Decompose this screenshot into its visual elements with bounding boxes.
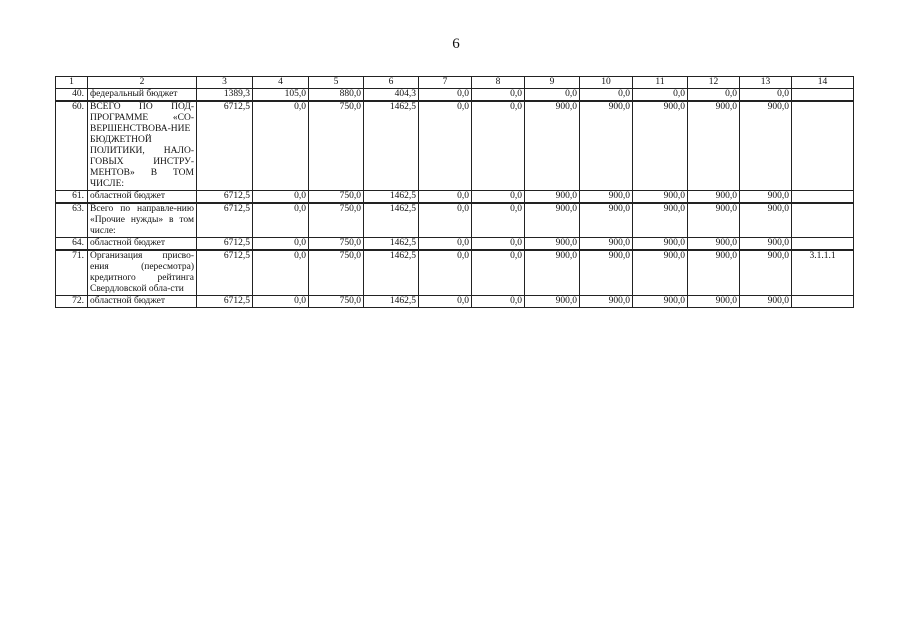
- value-cell: 900,0: [633, 203, 688, 238]
- value-cell: 6712,5: [197, 296, 253, 308]
- row-index: 61.: [56, 191, 88, 204]
- value-cell: 0,0: [253, 250, 309, 296]
- value-cell: 0,0: [472, 238, 525, 251]
- value-cell: 1462,5: [364, 238, 419, 251]
- value-cell: 750,0: [309, 191, 364, 204]
- value-cell: 750,0: [309, 296, 364, 308]
- table-row: [56, 238, 854, 251]
- row-code: [792, 101, 854, 191]
- value-cell: 0,0: [472, 250, 525, 296]
- row-index: 63.: [56, 203, 88, 238]
- value-cell: 0,0: [419, 191, 472, 204]
- table-row: [56, 191, 854, 204]
- row-name: Организация присво-ения (пересмотра) кредитного рейтинга Свердловской обла-сти: [88, 250, 197, 296]
- row-code: [792, 203, 854, 238]
- value-cell: 900,0: [740, 250, 792, 296]
- row-index: 64.: [56, 238, 88, 251]
- value-cell: 900,0: [580, 191, 633, 204]
- value-cell: 0,0: [525, 89, 580, 102]
- value-cell: 6712,5: [197, 238, 253, 251]
- value-cell: 900,0: [688, 203, 740, 238]
- row-code: [792, 296, 854, 308]
- page-number: 6: [452, 36, 460, 52]
- value-cell: 0,0: [253, 238, 309, 251]
- value-cell: 750,0: [309, 250, 364, 296]
- value-cell: 750,0: [309, 101, 364, 191]
- value-cell: 900,0: [688, 250, 740, 296]
- value-cell: 6712,5: [197, 191, 253, 204]
- value-cell: 6712,5: [197, 250, 253, 296]
- row-name: федеральный бюджет: [88, 89, 197, 102]
- value-cell: 0,0: [419, 250, 472, 296]
- row-index: 72.: [56, 296, 88, 308]
- value-cell: 0,0: [472, 191, 525, 204]
- table-row: [56, 203, 854, 238]
- value-cell: 900,0: [580, 203, 633, 238]
- row-code: [792, 238, 854, 251]
- value-cell: 900,0: [740, 101, 792, 191]
- value-cell: 880,0: [309, 89, 364, 102]
- value-cell: 900,0: [740, 191, 792, 204]
- value-cell: 0,0: [419, 89, 472, 102]
- value-cell: 1389,3: [197, 89, 253, 102]
- column-header: 13: [740, 77, 792, 89]
- table-row: [56, 250, 854, 296]
- value-cell: 1462,5: [364, 203, 419, 238]
- value-cell: 1462,5: [364, 250, 419, 296]
- value-cell: 900,0: [580, 238, 633, 251]
- value-cell: 900,0: [740, 238, 792, 251]
- value-cell: 0,0: [472, 89, 525, 102]
- row-code: [792, 191, 854, 204]
- value-cell: 0,0: [688, 89, 740, 102]
- column-header: 2: [88, 77, 197, 89]
- value-cell: 6712,5: [197, 101, 253, 191]
- column-header: 5: [309, 77, 364, 89]
- value-cell: 750,0: [309, 238, 364, 251]
- value-cell: 6712,5: [197, 203, 253, 238]
- column-header: 4: [253, 77, 309, 89]
- value-cell: 900,0: [580, 250, 633, 296]
- column-header: 12: [688, 77, 740, 89]
- value-cell: 404,3: [364, 89, 419, 102]
- value-cell: 900,0: [633, 238, 688, 251]
- column-header: 9: [525, 77, 580, 89]
- value-cell: 900,0: [633, 296, 688, 308]
- row-name: Всего по направле-нию «Прочие нужды» в том числе:: [88, 203, 197, 238]
- value-cell: 900,0: [740, 203, 792, 238]
- row-name: областной бюджет: [88, 296, 197, 308]
- value-cell: 0,0: [253, 101, 309, 191]
- value-cell: 900,0: [580, 296, 633, 308]
- value-cell: 0,0: [253, 203, 309, 238]
- table-row: [56, 296, 854, 308]
- value-cell: 0,0: [472, 203, 525, 238]
- row-name: ВСЕГО ПО ПОД-ПРОГРАММЕ «СО-ВЕРШЕНСТВОВА-НИЕ БЮДЖЕТНОЙ ПОЛИТИКИ, НАЛО-ГОВЫХ ИНСТРУ-МЕНТОВ» В ТОМ ЧИСЛЕ:: [88, 101, 197, 191]
- value-cell: 0,0: [580, 89, 633, 102]
- column-header: 1: [56, 77, 88, 89]
- value-cell: 900,0: [525, 238, 580, 251]
- value-cell: 0,0: [472, 101, 525, 191]
- column-header: 10: [580, 77, 633, 89]
- value-cell: 1462,5: [364, 296, 419, 308]
- value-cell: 0,0: [633, 89, 688, 102]
- column-header: 14: [792, 77, 854, 89]
- value-cell: 900,0: [580, 101, 633, 191]
- value-cell: 0,0: [419, 203, 472, 238]
- value-cell: 1462,5: [364, 191, 419, 204]
- table-row: [56, 101, 854, 191]
- value-cell: 900,0: [688, 101, 740, 191]
- column-header: 6: [364, 77, 419, 89]
- row-code: [792, 89, 854, 102]
- value-cell: 0,0: [419, 101, 472, 191]
- column-header: 11: [633, 77, 688, 89]
- value-cell: 900,0: [525, 296, 580, 308]
- budget-table: [55, 76, 854, 308]
- value-cell: 900,0: [525, 250, 580, 296]
- value-cell: 900,0: [740, 296, 792, 308]
- column-header: 8: [472, 77, 525, 89]
- value-cell: 750,0: [309, 203, 364, 238]
- value-cell: 900,0: [688, 296, 740, 308]
- value-cell: 900,0: [525, 203, 580, 238]
- value-cell: 105,0: [253, 89, 309, 102]
- row-index: 60.: [56, 101, 88, 191]
- value-cell: 900,0: [633, 250, 688, 296]
- value-cell: 0,0: [472, 296, 525, 308]
- row-index: 71.: [56, 250, 88, 296]
- row-code: 3.1.1.1: [792, 250, 854, 296]
- value-cell: 900,0: [633, 191, 688, 204]
- value-cell: 900,0: [525, 101, 580, 191]
- value-cell: 900,0: [688, 238, 740, 251]
- column-header: 3: [197, 77, 253, 89]
- value-cell: 0,0: [253, 296, 309, 308]
- header-row: [56, 77, 854, 89]
- value-cell: 900,0: [525, 191, 580, 204]
- value-cell: 0,0: [419, 238, 472, 251]
- value-cell: 900,0: [688, 191, 740, 204]
- value-cell: 0,0: [253, 191, 309, 204]
- row-name: областной бюджет: [88, 191, 197, 204]
- value-cell: 0,0: [740, 89, 792, 102]
- row-index: 40.: [56, 89, 88, 102]
- column-header: 7: [419, 77, 472, 89]
- value-cell: 0,0: [419, 296, 472, 308]
- value-cell: 1462,5: [364, 101, 419, 191]
- table-row: [56, 89, 854, 102]
- value-cell: 900,0: [633, 101, 688, 191]
- row-name: областной бюджет: [88, 238, 197, 251]
